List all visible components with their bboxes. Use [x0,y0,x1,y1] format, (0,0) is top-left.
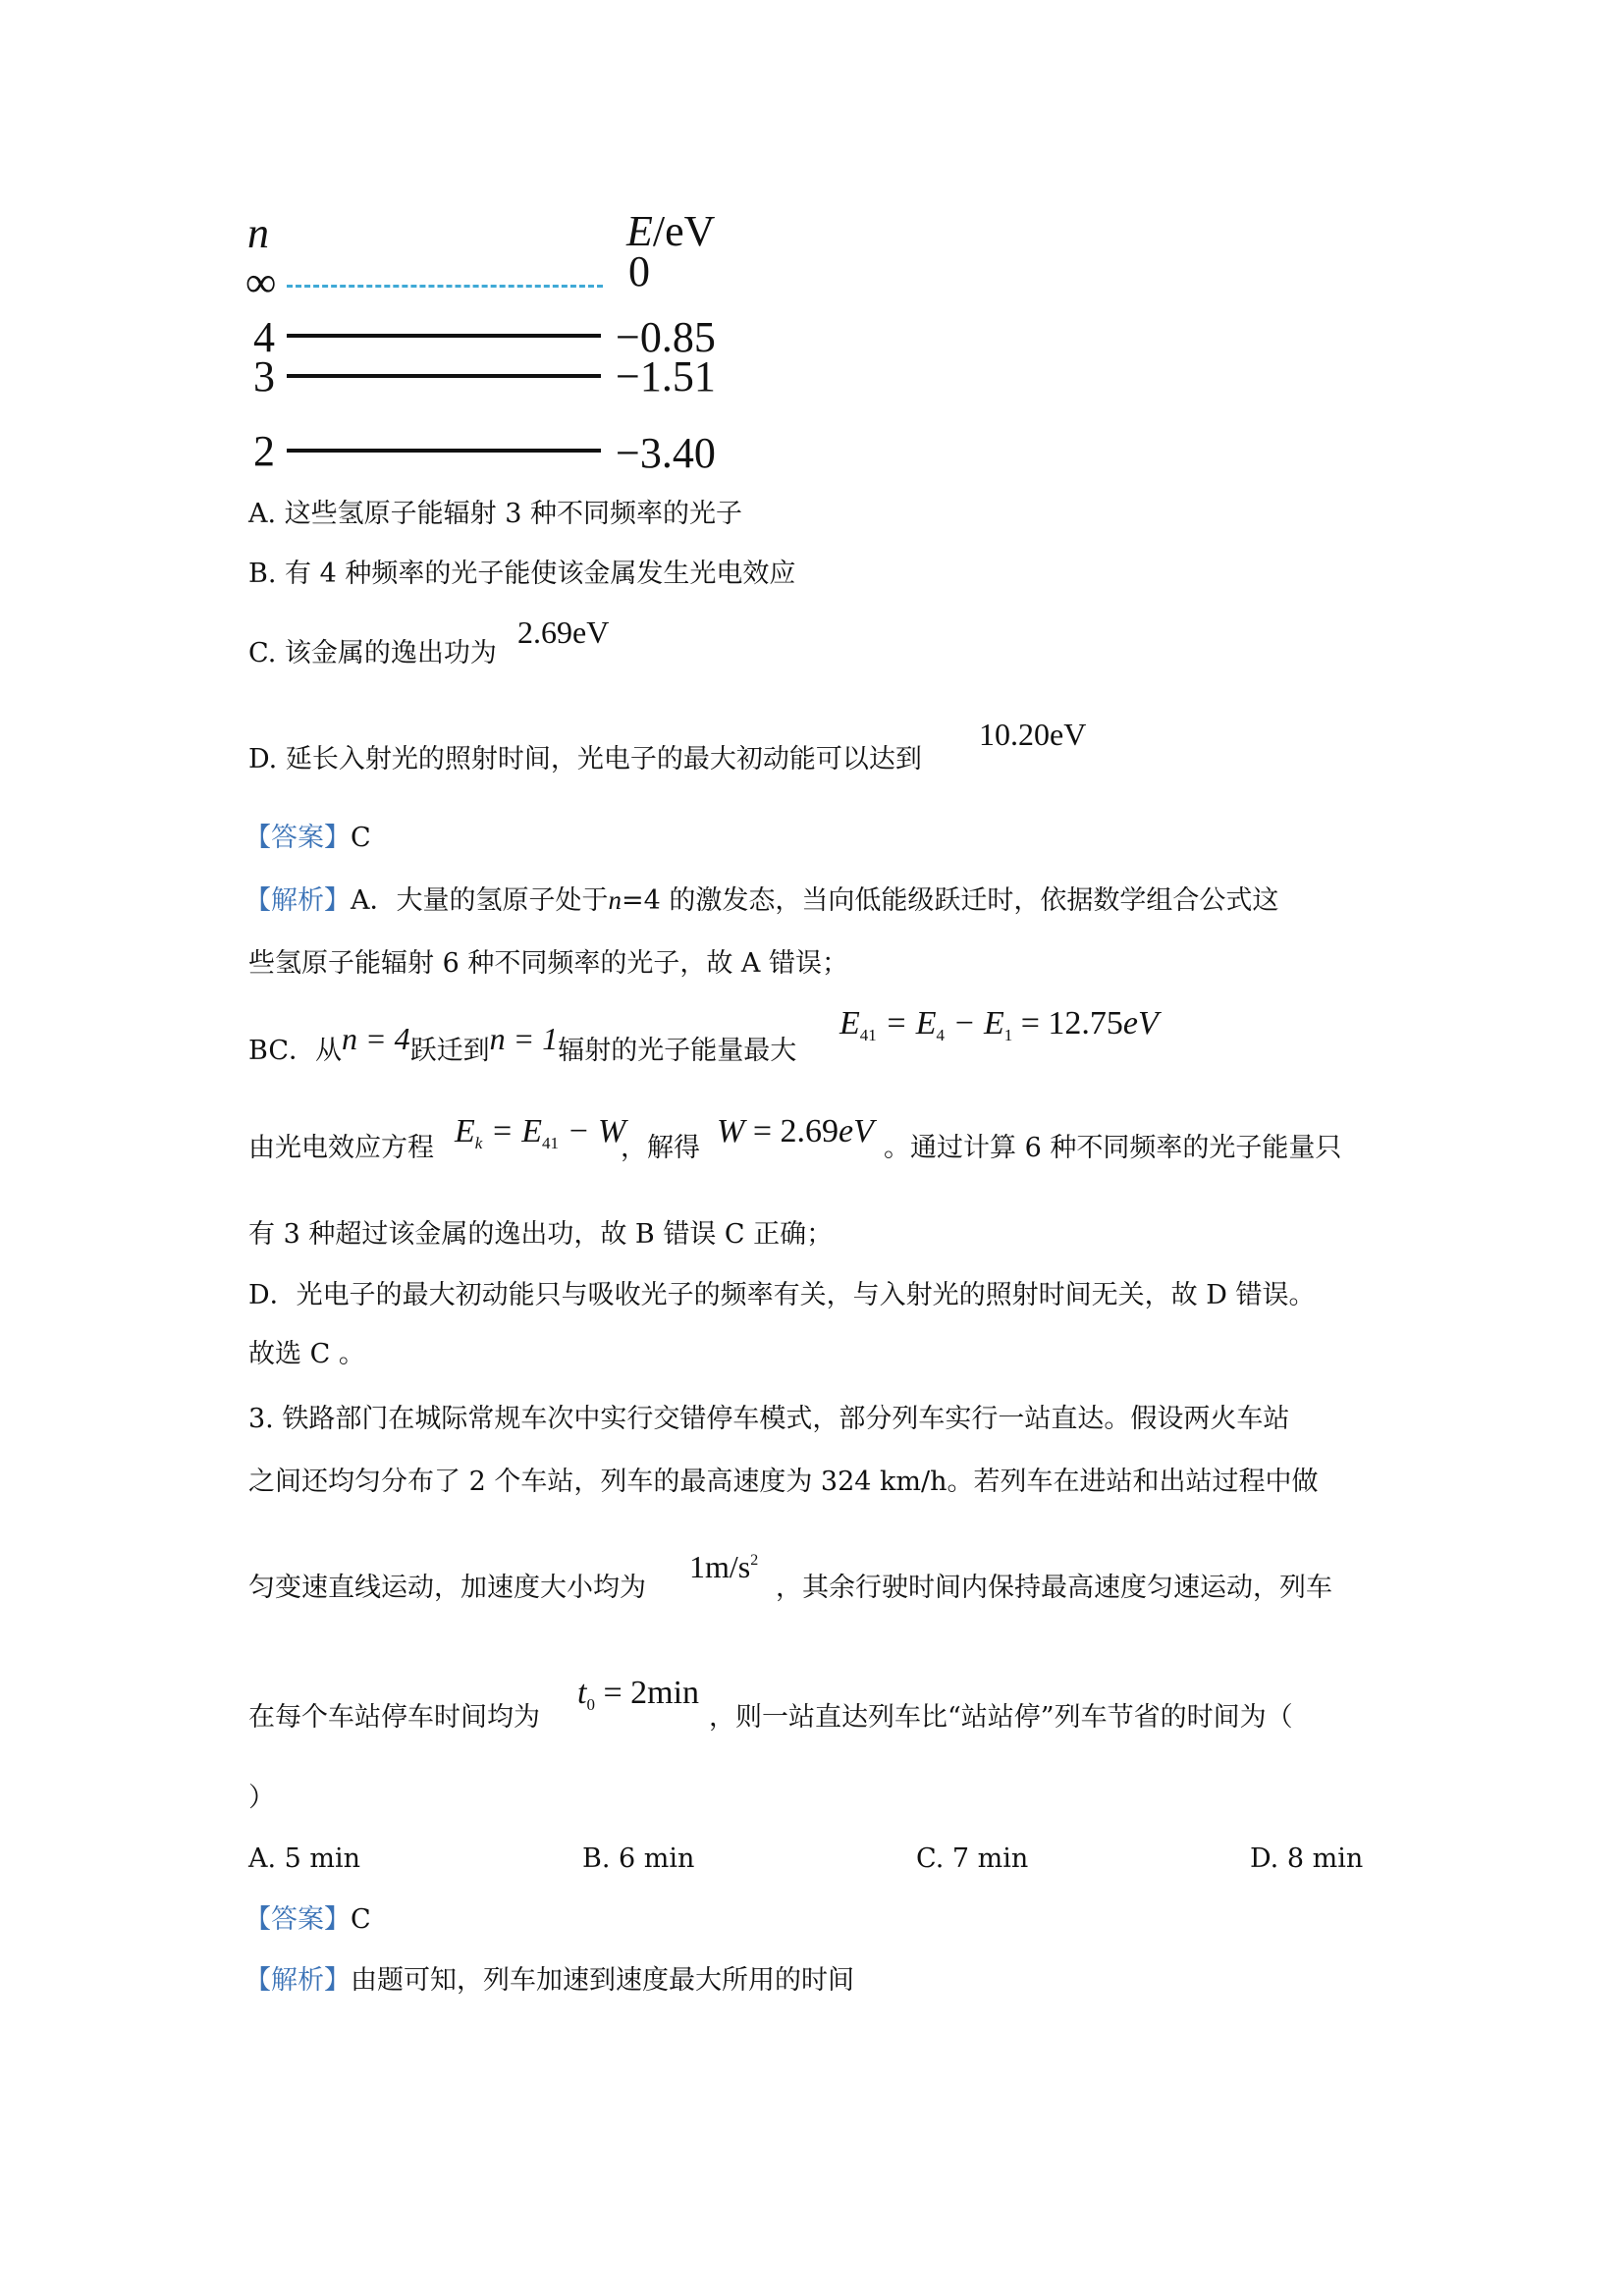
q2-analysis-d: D．光电子的最大初动能只与吸收光子的频率有关，与入射光的照射时间无关，故 D 错误。 [248,1280,1316,1310]
q3-line4-text-2: ，则一站直达列车比“站站停”列车节省的时间为（ [709,1702,1293,1733]
q2-pe-text-1: 由光电效应方程 [248,1133,434,1163]
q3-analysis: 【解析】由题可知，列车加速到速度最大所用的时间 [244,1965,854,1996]
energy-axis-label: E/eV [626,207,716,255]
q2-pe-result: W = 2.69eV [717,1113,874,1149]
q2-pe-text-3: 。通过计算 6 种不同频率的光子能量只 [884,1133,1342,1163]
q3-answer: 【答案】C [244,1904,371,1935]
q2-answer: 【答案】C [244,823,371,853]
level-n-3: 3 [253,352,275,400]
q3-option-b: B. 6 min [582,1843,695,1874]
q3-option-d: D. 8 min [1250,1843,1364,1874]
q2-analysis-line1: 【解析】A．大量的氢原子处于n=4 的激发态，当向低能级跃迁时，依据数学组合公式这 [244,885,1279,916]
level-n-infinity: ∞ [245,258,277,306]
level-line-4 [287,334,601,338]
q3-line3-text-1: 匀变速直线运动，加速度大小均为 [248,1573,646,1603]
level-n-4: 4 [253,313,275,361]
level-energy-4: −0.85 [616,313,716,361]
q2-option-d: D. 延长入射光的照射时间，光电子的最大初动能可以达到 [248,744,922,774]
level-energy-infinity: 0 [628,247,650,295]
q3-acceleration-value: $1m/s^2$ [689,1549,759,1584]
level-energy-2: −3.40 [616,429,716,477]
q2-option-d-value: 10.20eV [979,717,1087,752]
q3-stop-time: $t_0 = 2\min$ [577,1675,700,1714]
level-line-2 [287,449,601,453]
q2-option-c: C. 该金属的逸出功为 [248,638,497,668]
level-line-3 [287,374,601,378]
q3-option-c: C. 7 min [916,1843,1029,1874]
level-n-2: 2 [253,427,275,475]
level-line-infinity [287,285,603,288]
q3-option-a: A. 5 min [248,1843,361,1874]
q3-line3-text-2: ，其余行驶时间内保持最高速度匀速运动，列车 [776,1573,1332,1603]
q3-line5: ） [248,1783,275,1813]
q2-option-c-value: 2.69eV [517,614,610,650]
q2-pe-formula: $E_k = E_{41} - W$ [455,1113,626,1152]
q3-line4-text-1: 在每个车站停车时间均为 [248,1702,540,1733]
q2-pe-text-4: 有 3 种超过该金属的逸出功，故 B 错误 C 正确； [248,1219,834,1250]
q3-line2: 之间还均匀分布了 2 个车站，列车的最高速度为 324 km/h。若列车在进站和出站过程中做 [248,1467,1319,1497]
q2-option-a: A. 这些氢原子能辐射 3 种不同频率的光子 [248,499,743,529]
q2-analysis-bc: BC．从n = 4跃迁到n = 1辐射的光子能量最大 [248,1021,797,1066]
n-axis-label: n [247,209,269,257]
q2-analysis-line2: 些氢原子能辐射 6 种不同频率的光子，故 A 错误； [248,948,849,979]
q3-line1: 3. 铁路部门在城际常规车次中实行交错停车模式，部分列车实行一站直达。假设两火车站 [248,1404,1290,1434]
q2-pe-text-2: ，解得 [621,1133,700,1163]
level-energy-3: −1.51 [616,352,716,400]
q2-bc-formula: $E_{41} = E_4 - E_1 = 12.75eV$ [839,1005,1159,1044]
q2-conclusion: 故选 C 。 [248,1339,365,1369]
q2-option-b: B. 有 4 种频率的光子能使该金属发生光电效应 [248,559,796,589]
